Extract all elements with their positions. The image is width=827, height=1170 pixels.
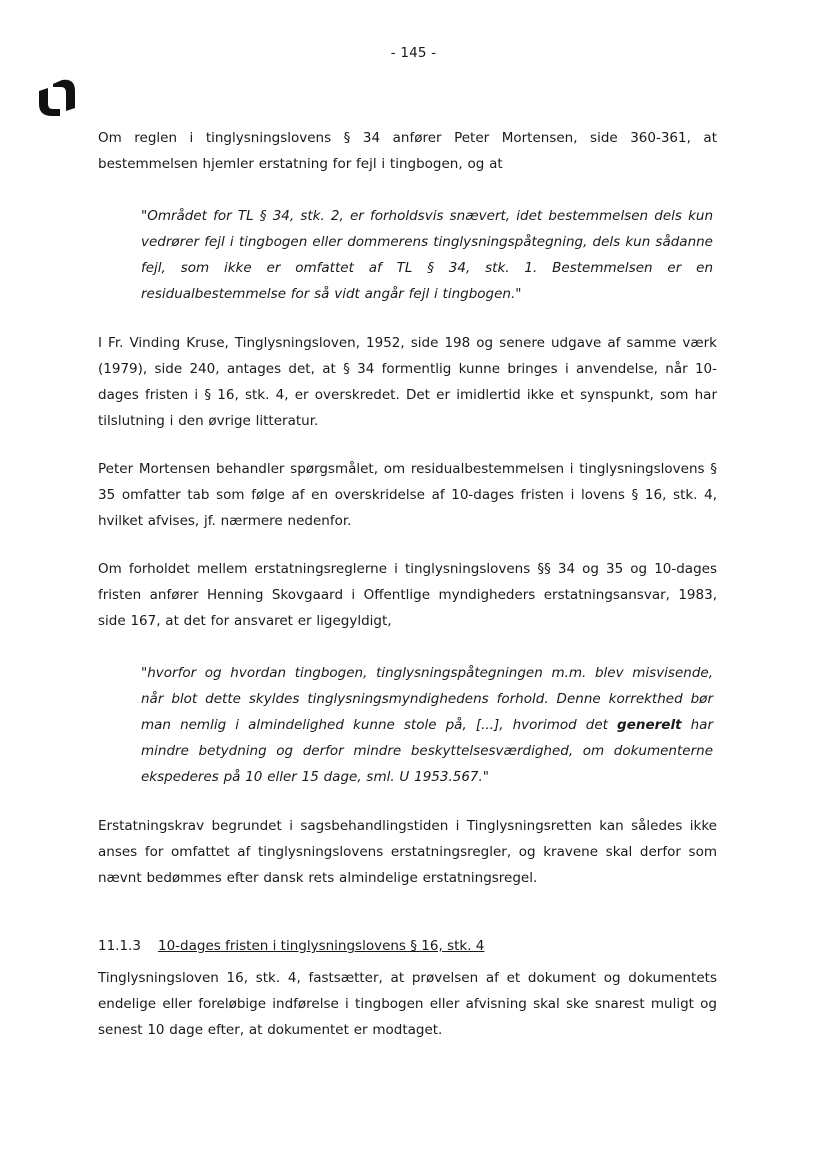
section-title: 10-dages fristen i tinglysningslovens § 16, stk. 4 xyxy=(158,938,485,954)
publisher-logo-icon xyxy=(36,78,78,118)
document-body xyxy=(98,125,717,1043)
paragraph-vinding-kruse: I Fr. Vinding Kruse, Tinglysningsloven, 1952, side 198 og senere udgave af samme værk (1979), side 240, antages det, at § 34 formentlig kunne bringes i anvendelse, når 10-dages fristen i § 16, stk. 4, er overskredet. Det er imidlertid ikke et synspunkt, som har tilslutning i den øvrige litteratur. xyxy=(98,335,717,429)
section-number: 11.1.3 xyxy=(98,938,141,954)
paragraph-skovgaard: Om forholdet mellem erstatningsreglerne i tinglysningslovens §§ 34 og 35 og 10-dages fristen anfører Henning Skovgaard i Offentlige myndigheders erstatningsansvar, 1983, side 167, at det for ansvaret er ligegyldigt, xyxy=(98,561,717,629)
paragraph-frist-16-4: Tinglysningsloven 16, stk. 4, fastsætter, at prøvelsen af et dokument og dokumentets endelige eller foreløbige indførelse i tingbogen eller afvisning skal ske snarest muligt og senest 10 dage efter, at dokumentet er modtaget. xyxy=(98,970,717,1038)
quote-text-end: har mindre betydning og derfor mindre beskyttelsesværdighed, om dokumenterne ekspederes på 10 eller 15 dage, sml. U 1953.567." xyxy=(141,717,713,785)
paragraph-erstatningskrav: Erstatningskrav begrundet i sagsbehandlingstiden i Tinglysningsretten kan således ikke anses for omfattet af tinglysningslovens erstatningsregler, og kravene skal derfor som nævnt bedømmes efter dansk rets almindelige erstatningsregel. xyxy=(98,818,717,886)
quote-emphasis: generelt xyxy=(617,717,682,733)
section-heading xyxy=(98,933,717,959)
quote-area-tl-34: "Området for TL § 34, stk. 2, er forholdsvis snævert, idet bestemmelsen dels kun vedrører fejl i tingbogen eller dommerens tinglysningspåtegning, dels kun sådanne fejl, som ikke er omfattet af TL § 34, stk. 1. Bestemmelsen er en residualbestemmelse for så vidt angår fejl i tingbogen." xyxy=(141,208,713,302)
paragraph-mortensen-35: Peter Mortensen behandler spørgsmålet, om residualbestemmelsen i tinglysningslovens § 35 omfatter tab som følge af en overskridelse af 10-dages fristen i lovens § 16, stk. 4, hvilket afvises, jf. nærmere nedenfor. xyxy=(98,461,717,529)
page-number: - 145 - xyxy=(390,45,437,61)
quote-skovgaard xyxy=(141,660,713,790)
paragraph-mortensen-34: Om reglen i tinglysningslovens § 34 anfører Peter Mortensen, side 360-361, at bestemmelsen hjemler erstatning for fejl i tingbogen, og at xyxy=(98,130,717,172)
quote-text-start: "hvorfor og hvordan tingbogen, tinglysningspåtegningen m.m. blev misvisende, når blot dette skyldes tinglysningsmyndighedens forhold. Denne korrekthed bør man nemlig i almindelighed kunne stole på, [...], hvorimod det xyxy=(141,665,713,733)
